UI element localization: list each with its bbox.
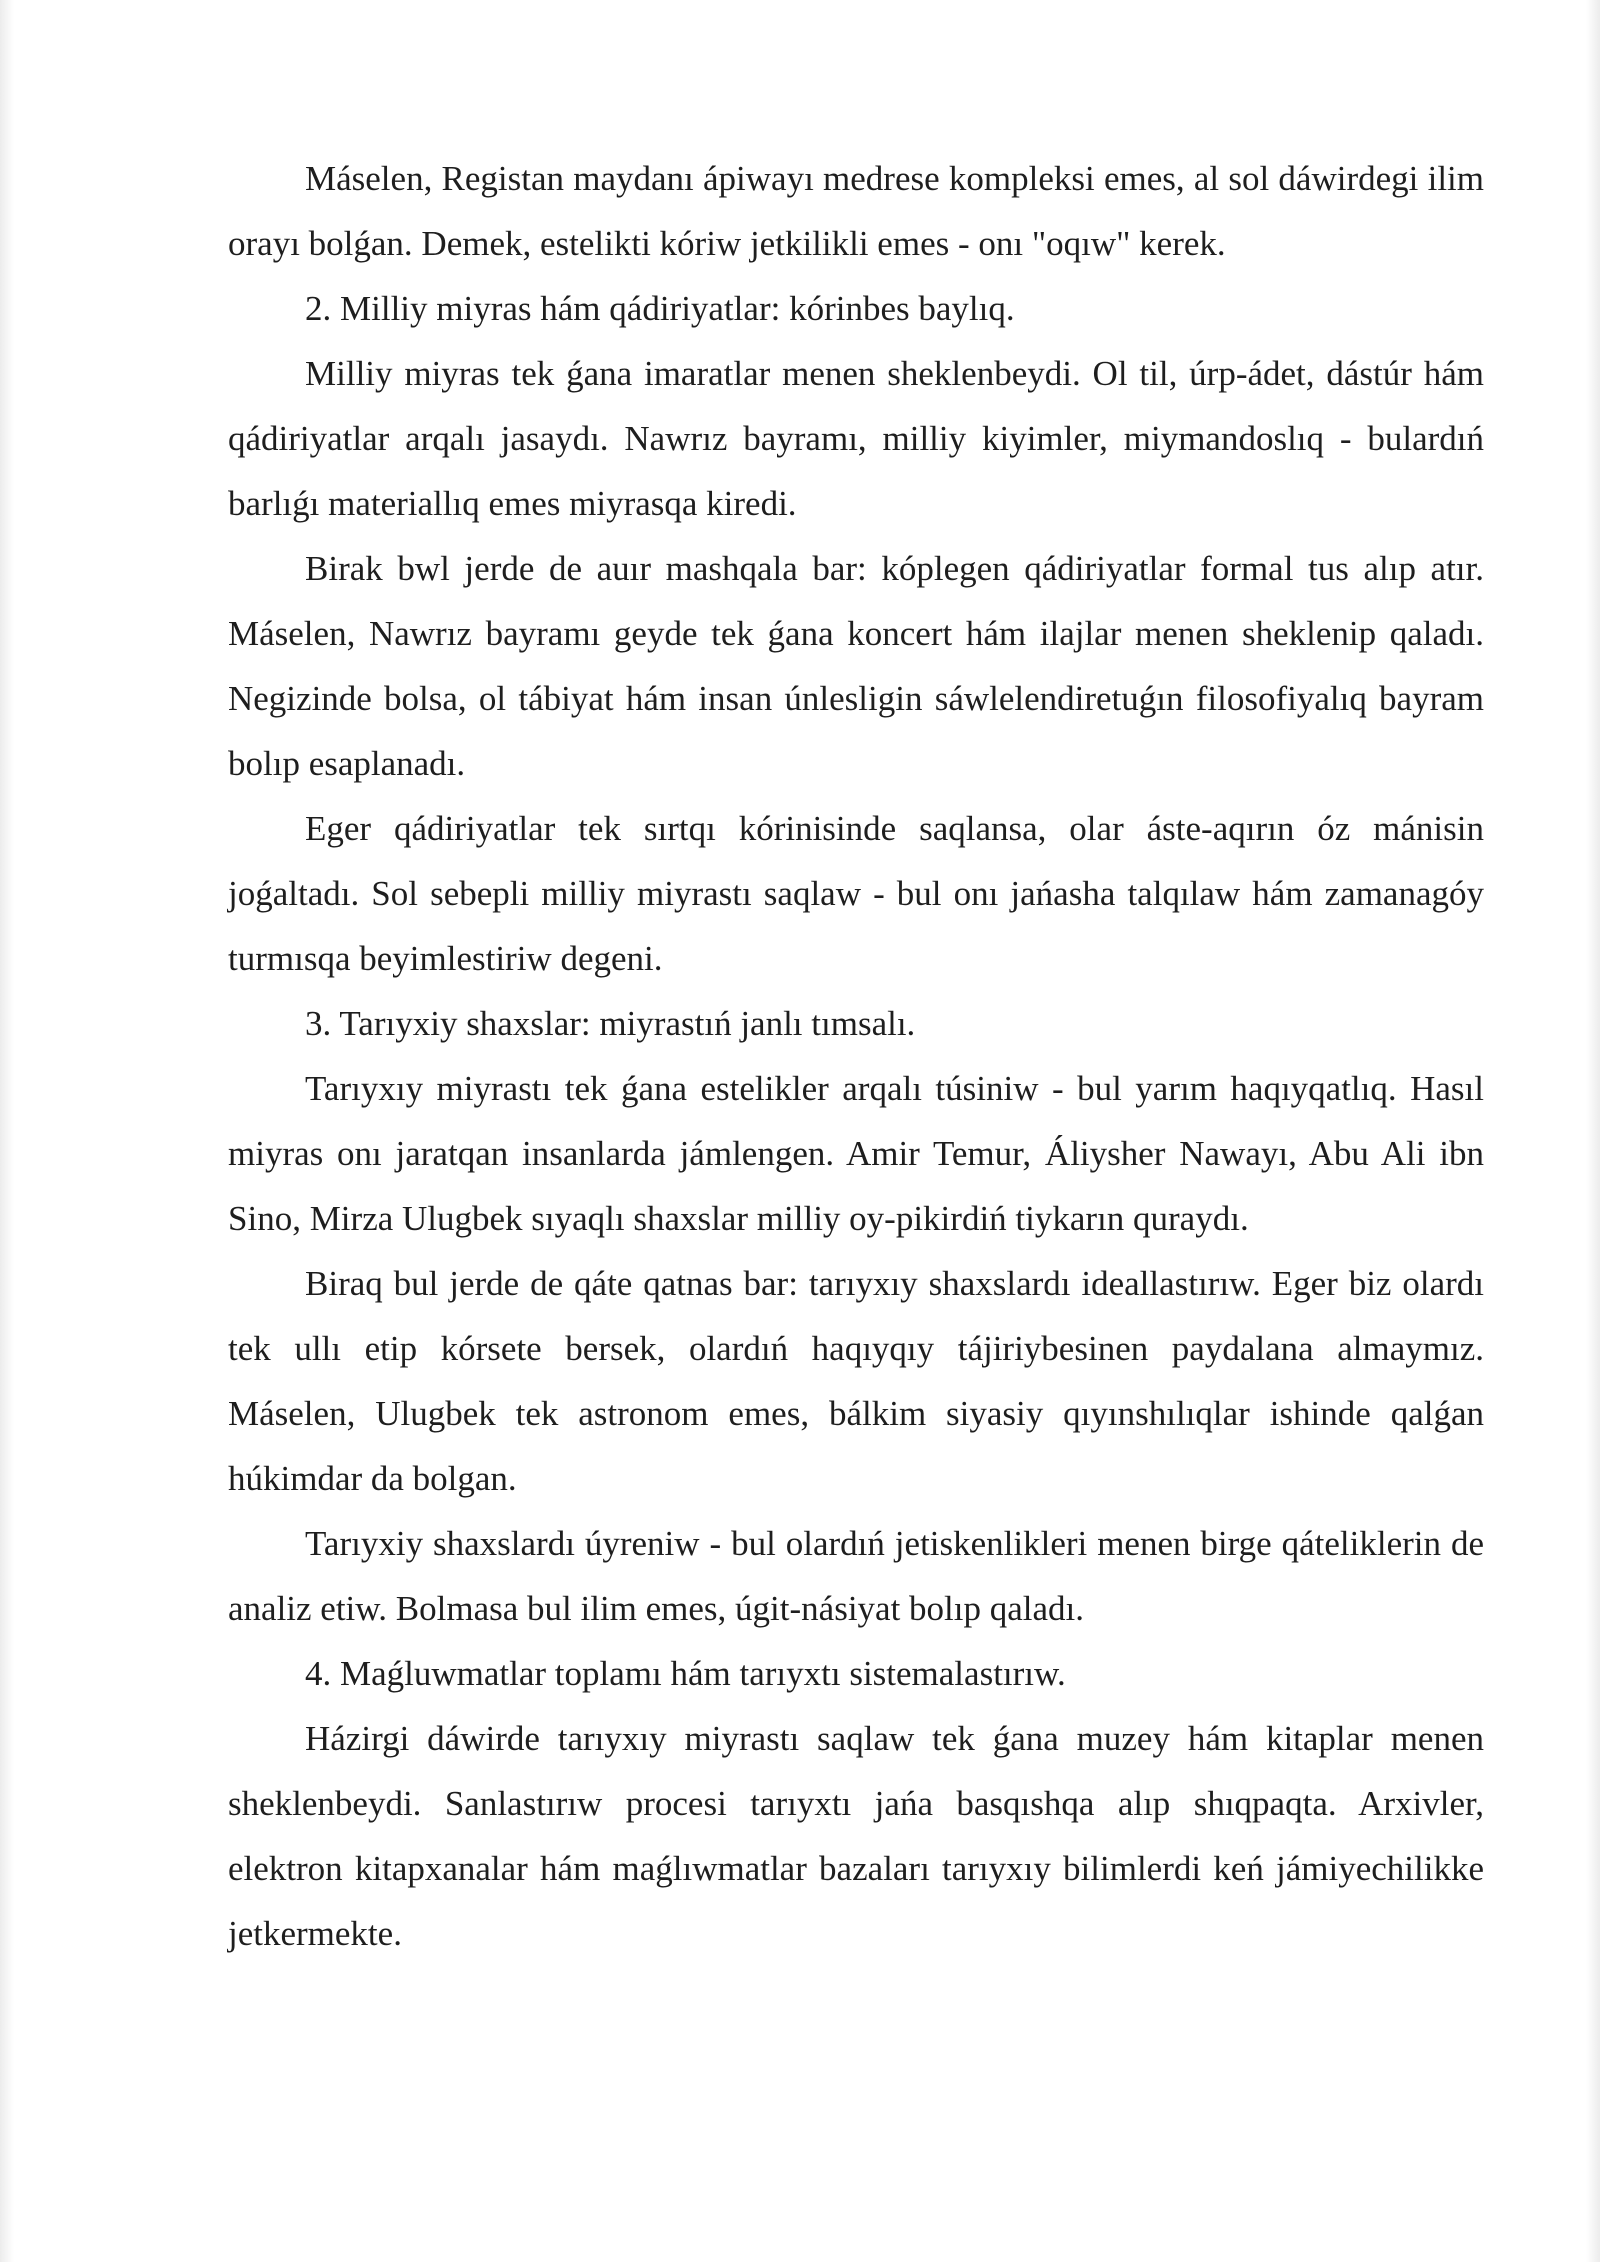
paragraph-uyreniw: Tarıyxiy shaxslardı úyreniw - bul olardıń jetiskenlikleri menen birge qáteliklerin de analiz etiw. Bolmasa bul ilim emes, úgit-násiyat bolıp qaladı. xyxy=(228,1524,1484,1628)
paragraph-mashqala: Birak bwl jerde de auır mashqala bar: kóplegen qádiriyatlar formal tus alıp atır. Máselen, Nawrız bayramı geyde tek ǵana koncert hám ilajlar menen sheklenip qaladı. Negizinde bolsa, ol tábiyat hám insan únlesligin sáwlelendiretuǵın filosofiyalıq bayram bolıp esaplanadı. xyxy=(228,549,1484,783)
section-heading-tariyxiy-shaxslar: 3. Tarıyxiy shaxslar: miyrastıń janlı tımsalı. xyxy=(305,1004,916,1043)
page-edge-left xyxy=(0,0,14,2262)
paragraph-tariyxiy-miyras: Tarıyxıy miyrastı tek ǵana estelikler arqalı túsiniw - bul yarım haqıyqatlıq. Hasıl miyras onı jaratqan insanlarda jámlengen. Amir Temur, Áliysher Nawayı, Abu Ali ibn Sino, Mirza Ulugbek sıyaqlı shaxslar milliy oy-pikirdiń tiykarın quraydı. xyxy=(228,1069,1484,1238)
document-body xyxy=(228,146,1484,1966)
paragraph-qadiriyatlar: Eger qádiriyatlar tek sırtqı kórinisinde saqlansa, olar áste-aqırın óz mánisin joǵaltadı. Sol sebepli milliy miyrastı saqlaw - bul onı jańasha talqılaw hám zamanagóy turmısqa beyimlestiriw degeni. xyxy=(228,809,1484,978)
paragraph-ideallastiriw: Biraq bul jerde de qáte qatnas bar: tarıyxıy shaxslardı ideallastırıw. Eger biz olardı tek ullı etip kórsete bersek, olardıń haqıyqıy tájiriybesinen paydalana almaymız. Máselen, Ulugbek tek astronom emes, bálkim siyasiy qıyınshılıqlar ishinde qalǵan húkimdar da bolgan. xyxy=(228,1264,1484,1498)
section-heading-maglumatlar: 4. Maǵluwmatlar toplamı hám tarıyxtı sistemalastırıw. xyxy=(305,1654,1066,1693)
page-edge-right xyxy=(1586,0,1600,2262)
paragraph-milliy-miyras: Milliy miyras tek ǵana imaratlar menen sheklenbeydi. Ol til, úrp-ádet, dástúr hám qádiriyatlar arqalı jasaydı. Nawrız bayramı, milliy kiyimler, miymandoslıq - bulardıń barlıǵı materiallıq emes miyrasqa kiredi. xyxy=(228,354,1484,523)
section-heading-milliy-miyras: 2. Milliy miyras hám qádiriyatlar: kórinbes baylıq. xyxy=(305,289,1015,328)
paragraph-registan: Máselen, Registan maydanı ápiwayı medrese kompleksi emes, al sol dáwirdegi ilim orayı bolǵan. Demek, estelikti kóriw jetkilikli emes - onı "oqıw" kerek. xyxy=(228,159,1484,263)
paragraph-sanlastiriw: Házirgi dáwirde tarıyxıy miyrastı saqlaw tek ǵana muzey hám kitaplar menen sheklenbeydi. Sanlastırıw procesi tarıyxtı jańa basqıshqa alıp shıqpaqta. Arxivler, elektron kitapxanalar hám maǵlıwmatlar bazaları tarıyxıy bilimlerdi keń jámiyechilikke jetkermekte. xyxy=(228,1719,1484,1953)
